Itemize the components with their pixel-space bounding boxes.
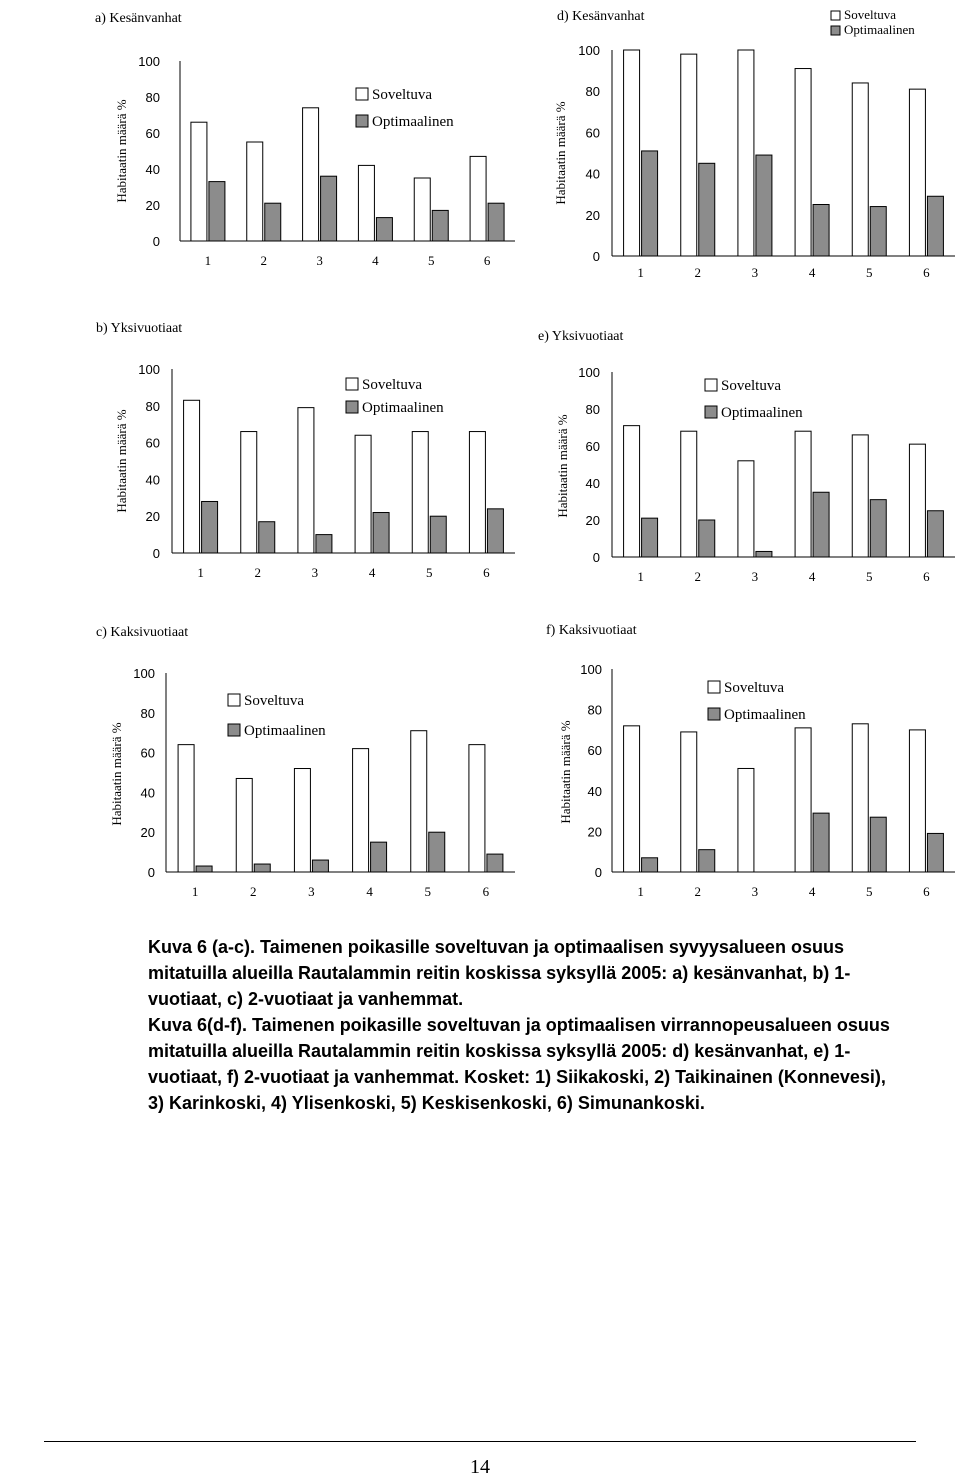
chart-panel-4	[538, 329, 955, 584]
bar-soveltuva-5	[852, 435, 868, 557]
bar-soveltuva-5	[411, 731, 427, 872]
x-tick-label: 1	[197, 565, 204, 580]
legend-swatch-soveltuva	[831, 11, 840, 20]
bar-optimaalinen-2	[699, 163, 715, 256]
y-tick-label: 100	[578, 43, 600, 58]
y-tick-label: 0	[592, 550, 600, 565]
bar-optimaalinen-6	[487, 509, 503, 553]
bar-soveltuva-1	[191, 122, 207, 241]
bar-optimaalinen-1	[209, 182, 225, 241]
y-tick-label: 20	[145, 198, 160, 213]
y-tick-label: 80	[587, 702, 602, 718]
bar-soveltuva-1	[624, 50, 640, 256]
x-tick-label: 1	[204, 253, 212, 268]
x-tick-label: 4	[366, 884, 373, 899]
bar-soveltuva-6	[909, 89, 925, 256]
legend-label-soveltuva: Soveltuva	[244, 693, 304, 709]
x-tick-label: 3	[311, 565, 319, 580]
bar-optimaalinen-1	[642, 858, 658, 872]
x-tick-label: 4	[368, 565, 376, 580]
bar-soveltuva-3	[738, 50, 754, 256]
y-axis-label: Habitaatin määrä %	[555, 414, 570, 518]
legend-label-soveltuva: Soveltuva	[362, 377, 422, 393]
page-number: 14	[470, 1456, 490, 1478]
legend-label-optimaalinen: Optimaalinen	[721, 405, 803, 421]
chart-title: a) Kesänvanhat	[95, 11, 182, 26]
y-tick-label: 0	[152, 234, 160, 249]
bar-optimaalinen-5	[429, 832, 445, 872]
chart-title: f) Kaksivuotiaat	[546, 623, 637, 638]
bar-optimaalinen-4	[813, 205, 829, 257]
bar-soveltuva-4	[355, 435, 371, 553]
y-tick-label: 40	[585, 166, 600, 182]
y-tick-label: 100	[580, 662, 602, 677]
x-tick-label: 2	[250, 884, 257, 899]
chart-title: c) Kaksivuotiaat	[96, 625, 189, 640]
bar-soveltuva-6	[469, 745, 485, 872]
bar-optimaalinen-4	[371, 842, 387, 872]
x-tick-label: 5	[426, 565, 433, 580]
caption-text-a-c: Taimenen poikasille soveltuvan ja optimaalisen syvyysalueen osuus mitatuilla alueilla Rautalammin reitin koskissa syksyllä 2005: a) kesänvanhat, b) 1-vuotiaat, c) 2-vuotiaat ja vanhemmat.	[148, 937, 851, 1009]
x-tick-label: 4	[808, 569, 816, 584]
chart-title: e) Yksivuotiaat	[538, 329, 624, 344]
y-tick-label: 100	[133, 666, 155, 681]
bar-optimaalinen-4	[813, 492, 829, 557]
x-tick-label: 6	[923, 884, 930, 899]
x-tick-label: 6	[923, 569, 930, 584]
chart-title: d) Kesänvanhat	[557, 9, 645, 24]
bar-soveltuva-6	[909, 730, 925, 872]
bar-soveltuva-3	[738, 461, 754, 557]
chart-panel-1	[95, 11, 515, 268]
x-tick-label: 4	[808, 884, 816, 899]
bar-optimaalinen-3	[756, 155, 772, 256]
legend-label-soveltuva: Soveltuva	[721, 378, 781, 394]
bar-soveltuva-2	[247, 142, 263, 241]
bar-optimaalinen-6	[927, 196, 943, 256]
bar-optimaalinen-5	[870, 500, 886, 557]
x-tick-label: 6	[483, 565, 490, 580]
y-axis-label: Habitaatin määrä %	[114, 99, 129, 203]
bar-optimaalinen-2	[254, 864, 270, 872]
y-tick-label: 80	[140, 705, 155, 721]
bar-optimaalinen-6	[927, 833, 943, 872]
legend-swatch-optimaalinen	[346, 401, 358, 413]
y-tick-label: 0	[594, 865, 602, 880]
x-tick-label: 5	[866, 265, 873, 280]
x-tick-label: 3	[751, 265, 759, 280]
legend-swatch-optimaalinen	[228, 724, 240, 736]
bar-soveltuva-5	[852, 724, 868, 872]
x-tick-label: 5	[866, 569, 873, 584]
x-tick-label: 2	[694, 569, 701, 584]
y-axis-label: Habitaatin määrä %	[109, 722, 124, 826]
bar-optimaalinen-1	[642, 518, 658, 557]
legend-label-optimaalinen: Optimaalinen	[244, 723, 326, 739]
bar-soveltuva-1	[184, 400, 200, 553]
x-tick-label: 5	[428, 253, 435, 268]
y-tick-label: 60	[585, 125, 600, 141]
bar-soveltuva-5	[412, 432, 428, 553]
chart-panel-2	[553, 7, 955, 280]
x-tick-label: 1	[191, 884, 199, 899]
y-tick-label: 40	[585, 476, 600, 491]
bar-optimaalinen-2	[699, 850, 715, 872]
figure-caption	[148, 934, 890, 1116]
bar-soveltuva-6	[469, 432, 485, 553]
bar-soveltuva-5	[852, 83, 868, 256]
bar-soveltuva-1	[178, 745, 194, 872]
bar-optimaalinen-6	[488, 203, 504, 241]
bar-optimaalinen-1	[642, 151, 658, 256]
y-tick-label: 0	[592, 249, 600, 264]
y-tick-label: 40	[145, 162, 160, 177]
caption-text-d-f: Taimenen poikasille soveltuvan ja optimaalisen virrannopeusalueen osuus mitatuilla alueilla Rautalammin reitin koskissa syksyllä 2005: d) kesänvanhat, e) 1-vuotiaat, f) 2-vuotiaat ja vanhemmat. Kosket: 1) Siikakoski, 2) Taikinainen (Konnevesi), 3) Karinkoski, 4) Ylisenkoski, 5) Keskisenkoski, 6) Simunankoski.	[148, 1015, 890, 1113]
y-tick-label: 80	[145, 90, 160, 105]
bar-optimaalinen-2	[265, 203, 281, 241]
bar-soveltuva-6	[470, 156, 486, 241]
y-tick-label: 60	[145, 435, 160, 451]
y-tick-label: 100	[138, 362, 160, 377]
chart-panel-3	[96, 321, 515, 580]
caption-paragraph-a-c	[148, 934, 890, 1012]
legend-swatch-soveltuva	[356, 88, 368, 100]
x-tick-label: 3	[751, 569, 759, 584]
bar-optimaalinen-6	[927, 511, 943, 557]
bar-optimaalinen-1	[202, 501, 218, 553]
y-tick-label: 20	[140, 825, 155, 841]
bar-soveltuva-2	[681, 431, 697, 557]
legend-swatch-soveltuva	[708, 681, 720, 693]
y-tick-label: 60	[585, 439, 600, 454]
x-tick-label: 5	[866, 884, 873, 899]
caption-label-a-c: Kuva 6 (a-c).	[148, 937, 256, 957]
x-tick-label: 4	[808, 265, 816, 280]
bar-optimaalinen-3	[316, 535, 332, 553]
y-tick-label: 20	[587, 824, 602, 840]
y-tick-label: 0	[147, 865, 155, 880]
bar-soveltuva-4	[795, 431, 811, 557]
bar-soveltuva-6	[909, 444, 925, 557]
legend-swatch-optimaalinen	[708, 708, 720, 720]
y-axis-label: Habitaatin määrä %	[114, 409, 129, 513]
y-tick-label: 40	[140, 785, 155, 801]
caption-paragraph-d-f	[148, 1012, 890, 1116]
legend-label-optimaalinen: Optimaalinen	[362, 400, 444, 416]
chart-panel-5	[96, 625, 515, 899]
x-tick-label: 6	[482, 884, 490, 899]
bar-optimaalinen-5	[432, 210, 448, 241]
bar-optimaalinen-4	[813, 813, 829, 872]
y-tick-label: 60	[145, 126, 160, 141]
caption-label-d-f: Kuva 6(d-f).	[148, 1015, 247, 1035]
y-tick-label: 100	[578, 365, 600, 380]
legend-swatch-optimaalinen	[356, 115, 368, 127]
y-tick-label: 60	[140, 745, 155, 761]
legend-label-optimaalinen: Optimaalinen	[724, 707, 806, 723]
x-tick-label: 2	[694, 265, 701, 280]
y-tick-label: 40	[145, 472, 160, 488]
bar-soveltuva-4	[358, 165, 374, 241]
x-tick-label: 1	[637, 569, 644, 584]
x-tick-label: 3	[316, 253, 323, 268]
y-tick-label: 60	[587, 743, 602, 759]
bar-optimaalinen-3	[321, 176, 337, 241]
bar-soveltuva-2	[241, 432, 257, 553]
x-tick-label: 3	[751, 884, 759, 899]
legend-label-soveltuva: Soveltuva	[844, 7, 896, 22]
x-tick-label: 2	[694, 884, 701, 899]
legend-swatch-optimaalinen	[705, 406, 717, 418]
bar-soveltuva-1	[624, 726, 640, 872]
y-axis-label: Habitaatin määrä %	[558, 720, 573, 824]
bar-optimaalinen-2	[699, 520, 715, 557]
bar-soveltuva-3	[294, 769, 310, 872]
legend-label-soveltuva: Soveltuva	[372, 87, 432, 103]
bar-optimaalinen-5	[870, 817, 886, 872]
bar-optimaalinen-3	[756, 551, 772, 557]
y-tick-label: 100	[138, 54, 160, 69]
y-tick-label: 0	[152, 546, 160, 561]
bar-soveltuva-4	[353, 749, 369, 872]
legend-label-soveltuva: Soveltuva	[724, 680, 784, 696]
bar-optimaalinen-2	[259, 522, 275, 553]
legend-label-optimaalinen: Optimaalinen	[372, 114, 454, 130]
y-tick-label: 40	[587, 783, 602, 799]
bar-soveltuva-4	[795, 728, 811, 872]
x-tick-label: 1	[637, 265, 644, 280]
bar-soveltuva-3	[298, 408, 314, 553]
bar-soveltuva-5	[414, 178, 430, 241]
y-tick-label: 80	[585, 84, 600, 100]
bar-soveltuva-3	[303, 108, 319, 241]
bar-optimaalinen-6	[487, 854, 503, 872]
bar-soveltuva-2	[681, 732, 697, 872]
y-tick-label: 20	[585, 207, 600, 223]
legend-swatch-soveltuva	[705, 379, 717, 391]
chart-title: b) Yksivuotiaat	[96, 321, 183, 336]
bar-optimaalinen-1	[196, 866, 212, 872]
x-tick-label: 2	[254, 565, 261, 580]
bar-soveltuva-2	[681, 54, 697, 256]
bar-soveltuva-1	[624, 426, 640, 557]
legend-swatch-soveltuva	[228, 694, 240, 706]
y-tick-label: 20	[585, 513, 600, 528]
bar-optimaalinen-3	[312, 860, 328, 872]
y-axis-label: Habitaatin määrä %	[553, 101, 568, 205]
x-tick-label: 6	[483, 253, 491, 268]
legend-swatch-optimaalinen	[831, 26, 840, 35]
legend-label-optimaalinen: Optimaalinen	[844, 22, 915, 37]
bar-soveltuva-3	[738, 768, 754, 872]
bar-soveltuva-4	[795, 69, 811, 256]
x-tick-label: 3	[308, 884, 315, 899]
bar-optimaalinen-5	[430, 516, 446, 553]
footer-rule	[44, 1441, 916, 1442]
y-tick-label: 80	[145, 398, 160, 414]
y-tick-label: 20	[145, 509, 160, 525]
x-tick-label: 1	[637, 884, 644, 899]
bar-soveltuva-2	[236, 778, 252, 872]
bar-optimaalinen-4	[373, 513, 389, 553]
y-tick-label: 80	[585, 402, 600, 417]
bar-optimaalinen-4	[376, 218, 392, 241]
chart-panel-6	[546, 623, 955, 899]
legend-swatch-soveltuva	[346, 378, 358, 390]
x-tick-label: 4	[372, 253, 379, 268]
x-tick-label: 6	[923, 265, 930, 280]
bar-optimaalinen-5	[870, 207, 886, 256]
x-tick-label: 5	[424, 884, 431, 899]
x-tick-label: 2	[260, 253, 267, 268]
